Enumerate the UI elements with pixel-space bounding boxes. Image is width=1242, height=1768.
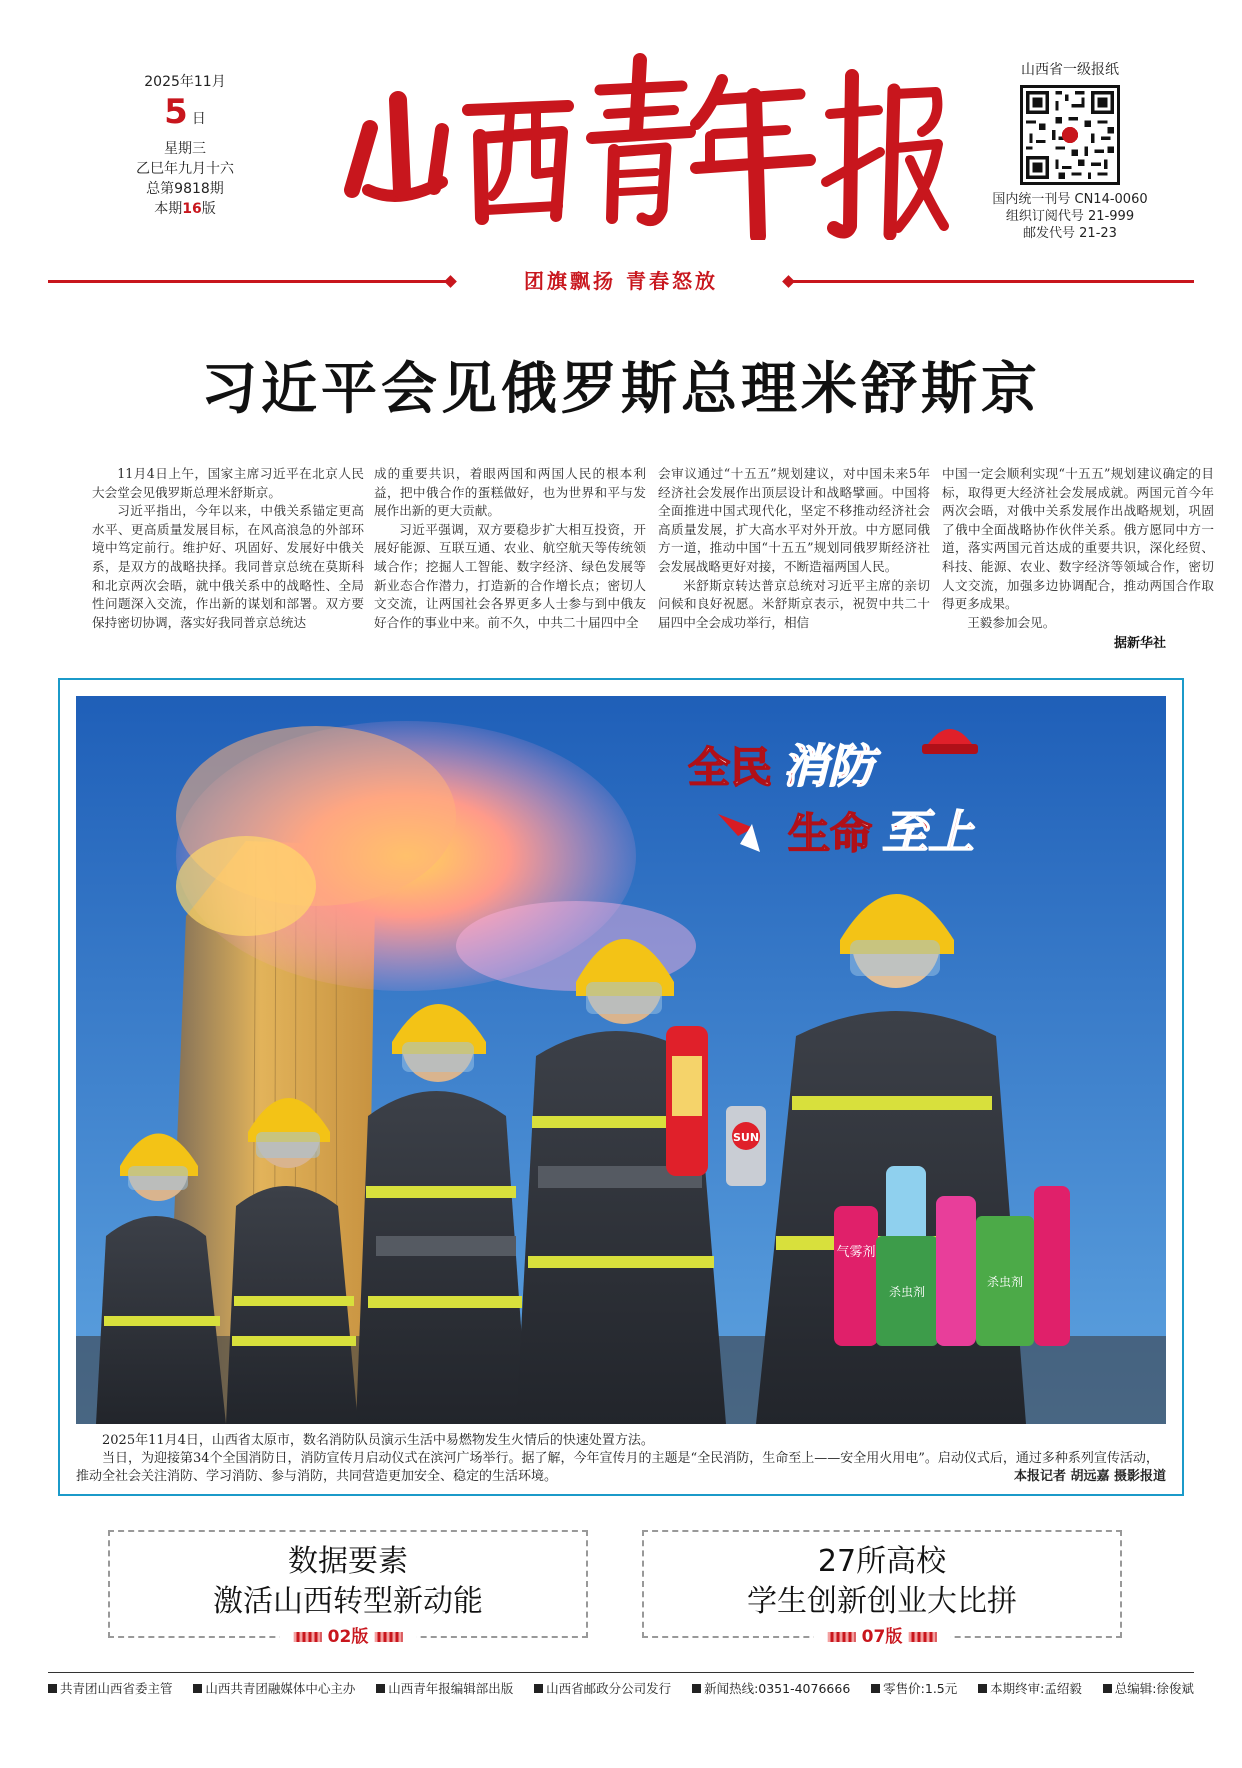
issue-weekday: 星期三 [164, 141, 206, 157]
footer-item-supervisor: 共青团山西省委主管 [48, 1679, 173, 1697]
teaser-page-label: 07版 [861, 1627, 903, 1647]
issue-day-number: 5 [164, 92, 188, 132]
article-paragraph: 习近平指出，今年以来，中俄关系锚定更高水平、更高质量发展目标，在风高浪急的外部环境中笃定前行。维护好、巩固好、发展好中俄关系，是双方的战略抉择。我同普京总统在莫斯科和北京两次会晤，就中俄关系中的战略性、全局性问题深入交流，作出新的谋划和部署。双方要保持密切协调，落实好我同普京总统达 [92, 503, 364, 630]
lead-article [48, 465, 1214, 655]
issue-info [110, 72, 260, 219]
feature-photo[interactable] [76, 696, 1166, 1424]
page-ref-bar-icon [828, 1632, 856, 1642]
page-count-number: 16 [182, 201, 202, 217]
teaser-page-ref[interactable] [814, 1622, 951, 1647]
teaser-title-line2: 激活山西转型新动能 [213, 1584, 483, 1619]
article-byline: 据新华社 [1113, 636, 1166, 651]
qr-code-pattern [1023, 88, 1117, 182]
publication-footer [48, 1679, 1194, 1697]
teaser-page-label: 02版 [327, 1627, 369, 1647]
teaser-title-line1: 27所高校 [817, 1544, 947, 1579]
page-count-prefix: 本期 [154, 201, 183, 217]
footer-item-hotline: 新闻热线:0351-4076666 [692, 1679, 850, 1697]
feature-photo-frame [58, 678, 1184, 1496]
page-ref-bar-icon [374, 1632, 402, 1642]
photo-slogan-1b: 消防 [782, 739, 874, 793]
footer-item-editor-in-chief: 总编辑:徐俊斌 [1103, 1679, 1194, 1697]
issue-total-number: 总第9818期 [146, 181, 224, 197]
teaser-box-1[interactable] [108, 1530, 588, 1647]
alarm-light-base-icon [922, 744, 978, 754]
photo-slogan-1a: 全民 [688, 743, 773, 792]
photo-credit: 本报记者 胡远嘉 摄影报道 [1013, 1469, 1166, 1484]
caption-line-1: 2025年11月4日，山西省太原市，数名消防队员演示生活中易燃物发生火情后的快速处置方法。 [102, 1433, 654, 1448]
photo-caption [76, 1432, 1166, 1486]
footer-divider [48, 1672, 1194, 1673]
issue-date: 2025年11月 [144, 74, 226, 90]
footer-item-price: 零售价:1.5元 [871, 1679, 957, 1697]
newspaper-logo [330, 40, 950, 240]
slogan-divider [48, 270, 1194, 292]
subscribe-code: 组织订阅代号 21-999 [1005, 209, 1135, 224]
article-paragraph: 中国一定会顺利实现“十五五”规划建议确定的目标，取得更大经济社会发展成就。两国元首今年两次会晤，对俄中关系发展作出战略规划，巩固了俄中全面战略协作伙伴关系。俄方愿同中方一道，落实两国元首达成的重要共识，深化经贸、科技、能源、农业、数字经济等领域合作，密切人文交流，加强多边协调配合，推动两国合作取得更多成果。 [942, 466, 1214, 612]
paper-registration [990, 62, 1150, 242]
issue-page-count [110, 199, 260, 219]
photo-slogan-2b: 至上 [882, 805, 974, 859]
photo-slogan-2a: 生命 [788, 809, 873, 858]
issue-day-suffix: 日 [191, 111, 206, 127]
article-paragraph: 11月4日上午，国家主席习近平在北京人民大会堂会见俄罗斯总理米舒斯京。 [92, 466, 364, 500]
page-count-suffix: 版 [201, 201, 216, 217]
issue-lunar-date: 乙巳年九月十六 [136, 161, 234, 177]
teaser-title-line2: 学生创新创业大比拼 [747, 1584, 1017, 1619]
footer-item-publisher: 山西青年报编辑部出版 [376, 1679, 513, 1697]
divider-line-left [48, 280, 448, 283]
caption-line-2: 当日，为迎接第34个全国消防日，消防宣传月启动仪式在滨河广场举行。据了解，今年宣传月的主题是“全民消防，生命至上——安全用火用电”。启动仪式后，通过多种系列宣传活动，推动全社会关注消防、学习消防、参与消防，共同营造更加安全、稳定的生活环境。 [76, 1451, 1159, 1484]
article-column-1 [92, 465, 364, 655]
qr-code-icon[interactable] [1020, 85, 1120, 185]
teaser-title-line1: 数据要素 [288, 1544, 408, 1579]
footer-item-distributor: 山西省邮政分公司发行 [534, 1679, 671, 1697]
can-label-insecticide-2: 杀虫剂 [986, 1275, 1024, 1289]
article-paragraph: 王毅参加会见。 [967, 614, 1056, 630]
article-column-4 [942, 465, 1214, 655]
masthead-slogan: 团旗飘扬 青春怒放 [524, 269, 718, 293]
paper-level: 山西省一级报纸 [1021, 62, 1119, 78]
spray-can-sun [726, 1106, 766, 1186]
can-label-sun: SUN [732, 1131, 760, 1144]
footer-item-sponsor: 山西共青团融媒体中心主办 [193, 1679, 355, 1697]
lead-headline[interactable]: 习近平会见俄罗斯总理米舒斯京 [201, 357, 1041, 422]
page-ref-bar-icon [908, 1632, 936, 1642]
divider-line-right [790, 280, 1194, 283]
cn-code: 国内统一刊号 CN14-0060 [992, 192, 1148, 207]
logo-calligraphy [330, 40, 950, 240]
teaser-page-ref[interactable] [280, 1622, 417, 1647]
article-paragraph: 米舒斯京转达普京总统对习近平主席的亲切问候和良好祝愿。米舒斯京表示，祝贺中共二十届四中全会成功举行，相信 [658, 577, 930, 630]
can-label-insecticide-1: 杀虫剂 [888, 1285, 926, 1299]
article-column-2 [374, 465, 646, 655]
can-label-aerosol: 气雾剂 [836, 1245, 876, 1260]
article-paragraph: 成的重要共识，着眼两国和两国人民的根本利益，把中俄合作的蛋糕做好，也为世界和平与发展作出新的更大贡献。 [374, 466, 646, 519]
postal-code: 邮发代号 21-23 [1023, 226, 1117, 241]
article-column-3 [658, 465, 930, 655]
footer-item-final-review: 本期终审:孟绍毅 [978, 1679, 1082, 1697]
divider-diamond-left [444, 275, 457, 288]
article-paragraph: 习近平强调，双方要稳步扩大相互投资，开展好能源、互联互通、农业、航空航天等传统领域合作；挖掘人工智能、数字经济、绿色发展等新业态合作潜力，打造新的合作增长点；密切人文交流，让两国社会各界更多人士参与到中俄友好合作的事业中来。前不久，中共二十届四中全 [374, 521, 646, 630]
article-paragraph: 会审议通过“十五五”规划建议，对中国未来5年经济社会发展作出顶层设计和战略擘画。中国将全面推进中国式现代化，坚定不移推动经济社会高质量发展，扩大高水平对外开放。中方愿同俄方一道，推动中国“十五五”规划同俄罗斯经济社会发展战略更好对接，不断造福两国人民。 [658, 466, 930, 574]
teaser-box-2[interactable] [642, 1530, 1122, 1647]
page-ref-bar-icon [294, 1632, 322, 1642]
issue-day [110, 92, 260, 139]
firefighters-illustration [76, 696, 1166, 1424]
